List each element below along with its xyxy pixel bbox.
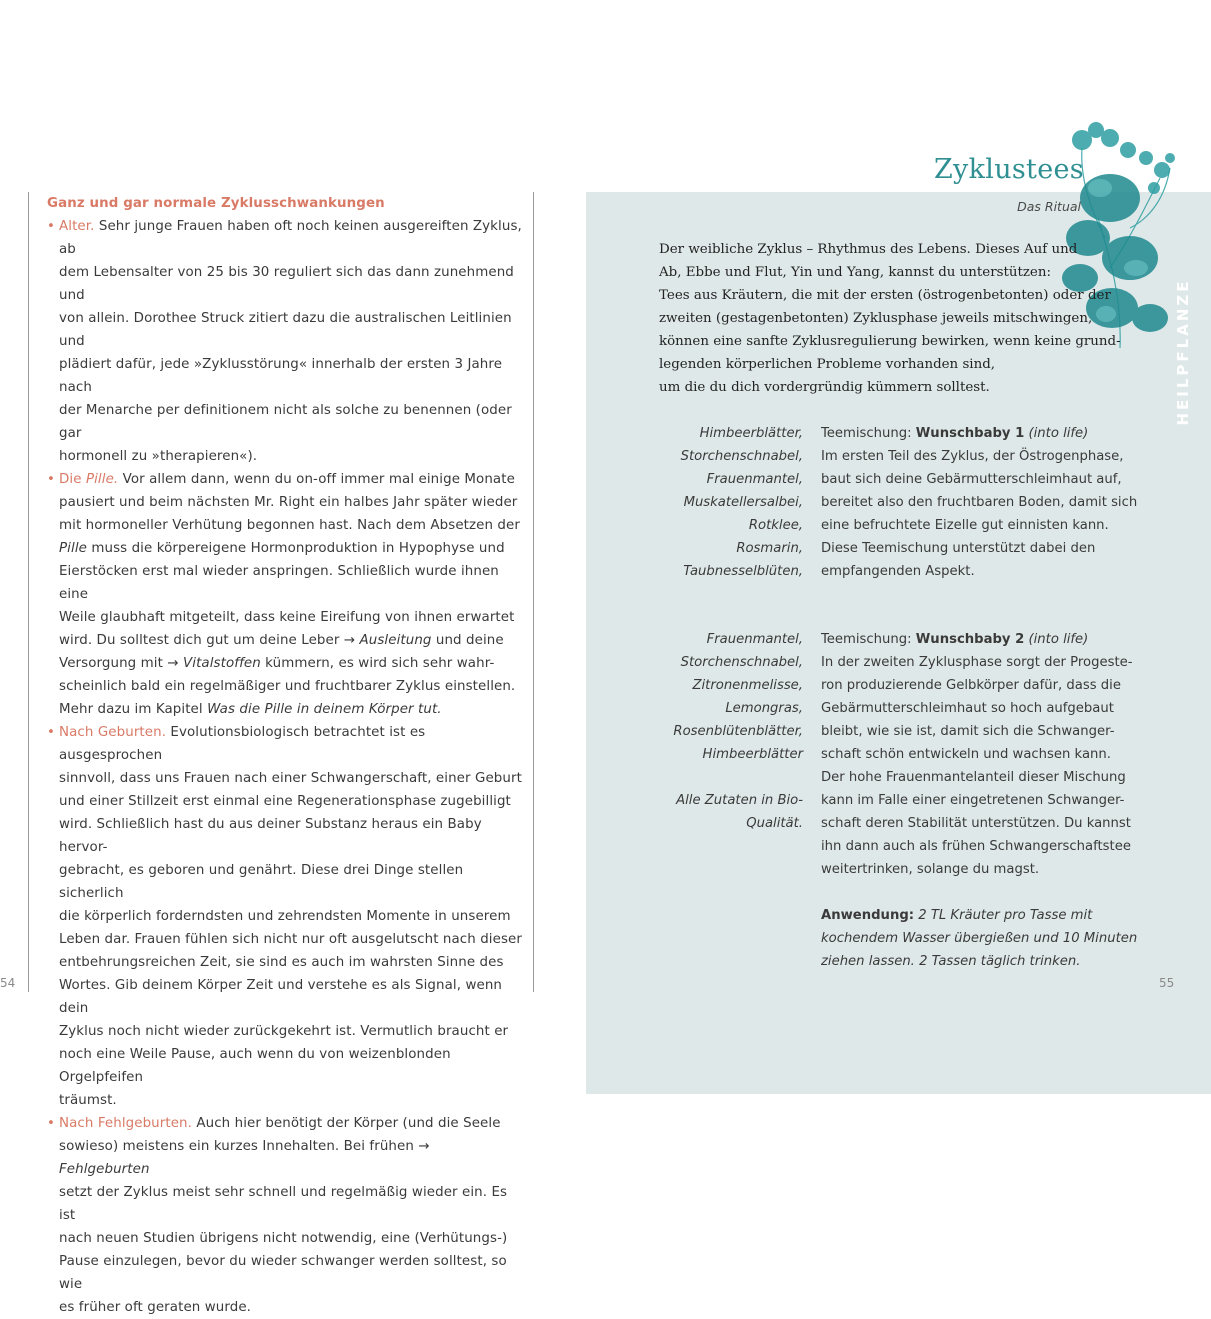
organic-note: Alle Zutaten in Bio- bbox=[676, 793, 803, 808]
bullet-label: Nach Geburten. bbox=[59, 725, 167, 740]
intro-paragraph: Der weibliche Zyklus – Rhythmus des Lebens. Dieses Auf und Ab, Ebbe und Flut, Yin und Yang, kannst du unterstützen: Tees aus Kräutern, die mit der ersten (östrogenbetonten) oder der zweiten (gestagenbetonten) Zyklusphase jeweils mitschwingen, können eine sanfte Zyklusregulierung bewirken, wenn keine grund- legenden körperlichen Probleme vorhanden sind, um die du dich vordergründig kümmern solltest. bbox=[659, 242, 1121, 395]
left-page-text bbox=[47, 192, 523, 1319]
chapter-reference: Was die Pille in deinem Körper tut. bbox=[207, 702, 442, 717]
bullet-geburten: • Nach Geburten. Evolutionsbiologisch betrachtet ist es ausgesprochen sinnvoll, dass uns Frauen nach einer Schwangerschaft, einer Geburt und einer Stillzeit erst einmal eine Regenerationsphase zugebilligt wird. Schließlich hast du aus deiner Substanz heraus ein Baby hervor- gebracht, es geboren und genährt. Diese drei Dinge stellen sicherlich die körperlich forderndsten und zehrendsten Momente in unserem Leben dar. Frauen fühlen sich nicht nur oft ausgelutscht nach dieser entbehrungsreichen Zeit, sie sind es auch im wahrsten Sinne des Wortes. Gib deinem Körper Zeit und verstehe es als Signal, wenn dein Zyklus noch nicht wieder zurückgekehrt ist. Vermutlich braucht er noch eine Weile Pause, auch wenn du von weizenblonden Orgelpfeifen träumst. bbox=[47, 721, 523, 1112]
page-subtitle: Das Ritual bbox=[1017, 199, 1081, 214]
usage-instructions: Anwendung: 2 TL Kräuter pro Tasse mit bbox=[821, 908, 1093, 923]
section-side-label: HEILPFLANZE bbox=[1174, 278, 1192, 426]
recipe1-description: Teemischung: Wunschbaby 1 (into life) Im ersten Teil des Zyklus, der Östrogenphase, baut sich deine Gebärmutterschleimhaut auf, bereitet also den fruchtbaren Boden, damit sich eine befruchtete Eizelle gut einnisten kann. Diese Teemischung unterstützt dabei den empfangenden Aspekt. bbox=[821, 422, 1141, 583]
bullet-pille: • Die Pille. Vor allem dann, wenn du on-off immer mal einige Monate pausiert und beim nächsten Mr. Right ein halbes Jahr später wieder mit hormoneller Verhütung begonnen hast. Nach dem Absetzen der Pille muss die körpereigene Hormonproduktion in Hypophyse und Eierstöcken erst mal wieder anspringen. Schließlich wurde ihnen eine Weile glaubhaft mitgeteilt, dass keine Eireifung von ihnen erwartet wird. Du solltest dich gut um deine Leber → Ausleitung und deine Versorgung mit → Vitalstoffen kümmern, es wird sich sehr wahr- scheinlich bald ein regelmäßiger und fruchtbarer Zyklus einstellen. Mehr dazu im Kapitel Was die Pille in deinem Körper tut. bbox=[47, 468, 523, 721]
recipe1-title: Teemischung: Wunschbaby 1 (into life) bbox=[821, 426, 1089, 441]
bullet-label: Die Pille. bbox=[59, 472, 119, 487]
recipe2-description: Teemischung: Wunschbaby 2 (into life) In der zweiten Zyklusphase sorgt der Progeste- ron produzierende Gelbkörper dafür, dass die Gebärmutterschleimhaut so hoch aufgebaut bleibt, wie sie ist, damit sich die Schwanger- schaft schön entwickeln und wachsen kann. Der hohe Frauenmantelanteil dieser Mischung kann im Falle einer eingetretenen Schwanger- schaft deren Stabilität unterstützen. Du kannst ihn dann auch als frühen Schwangerschaftstee weitertrinken, solange du magst. Anwendung: 2 TL Kräuter pro Tasse mit kochendem Wasser übergießen und 10 Minuten ziehen lassen. 2 Tassen täglich trinken. bbox=[821, 628, 1141, 973]
bullet-label: Alter. bbox=[59, 219, 95, 234]
crossref-ausleitung: Ausleitung bbox=[359, 633, 432, 648]
page-title: Zyklustees bbox=[934, 154, 1084, 185]
bullet-alter: • Alter. Sehr junge Frauen haben oft noch keinen ausgereiften Zyklus, ab dem Lebensalter von 25 bis 30 reguliert sich das dann zunehmend und von allein. Dorothee Struck zitiert dazu die australischen Leitlinien und plädiert dafür, jede »Zyklusstörung« innerhalb der ersten 3 Jahre nach der Menarche per definitionem nicht als solche zu benennen (oder gar hormonell zu »therapieren«). bbox=[47, 215, 523, 468]
recipe1-ingredients: Himbeerblätter, Storchenschnabel, Frauenmantel, Muskatellersalbei, Rotklee, Rosmarin, Taubnesselblüten, bbox=[680, 426, 803, 579]
crossref-vitalstoffe: Vitalstoffen bbox=[182, 656, 261, 671]
recipe2-title: Teemischung: Wunschbaby 2 (into life) bbox=[821, 632, 1089, 647]
section-heading: Ganz und gar normale Zyklusschwankungen bbox=[47, 196, 385, 211]
recipe2-ingredients: Frauenmantel, Storchenschnabel, Zitronenmelisse, Lemongras, Rosenblütenblätter, Himbeerblätter Alle Zutaten in Bio- Qualität. bbox=[640, 628, 803, 835]
bullet-fehlgeburten: • Nach Fehlgeburten. Auch hier benötigt der Körper (und die Seele sowieso) meistens ein kurzes Innehalten. Bei frühen → Fehlgeburten setzt der Zyklus meist sehr schnell und regelmäßig wieder ein. Es ist nach neuen Studien übrigens nicht notwendig, eine (Verhütungs-) Pause einzulegen, bevor du wieder schwanger werden solltest, so wie es früher oft geraten wurde. bbox=[47, 1112, 523, 1319]
page-number-left: 54 bbox=[0, 976, 16, 990]
page-number-right: 55 bbox=[1159, 976, 1175, 990]
crossref-fehlgeburten: Fehlgeburten bbox=[59, 1162, 150, 1177]
left-page-column bbox=[28, 192, 534, 1315]
bullet-label: Nach Fehlgeburten. bbox=[59, 1116, 193, 1131]
